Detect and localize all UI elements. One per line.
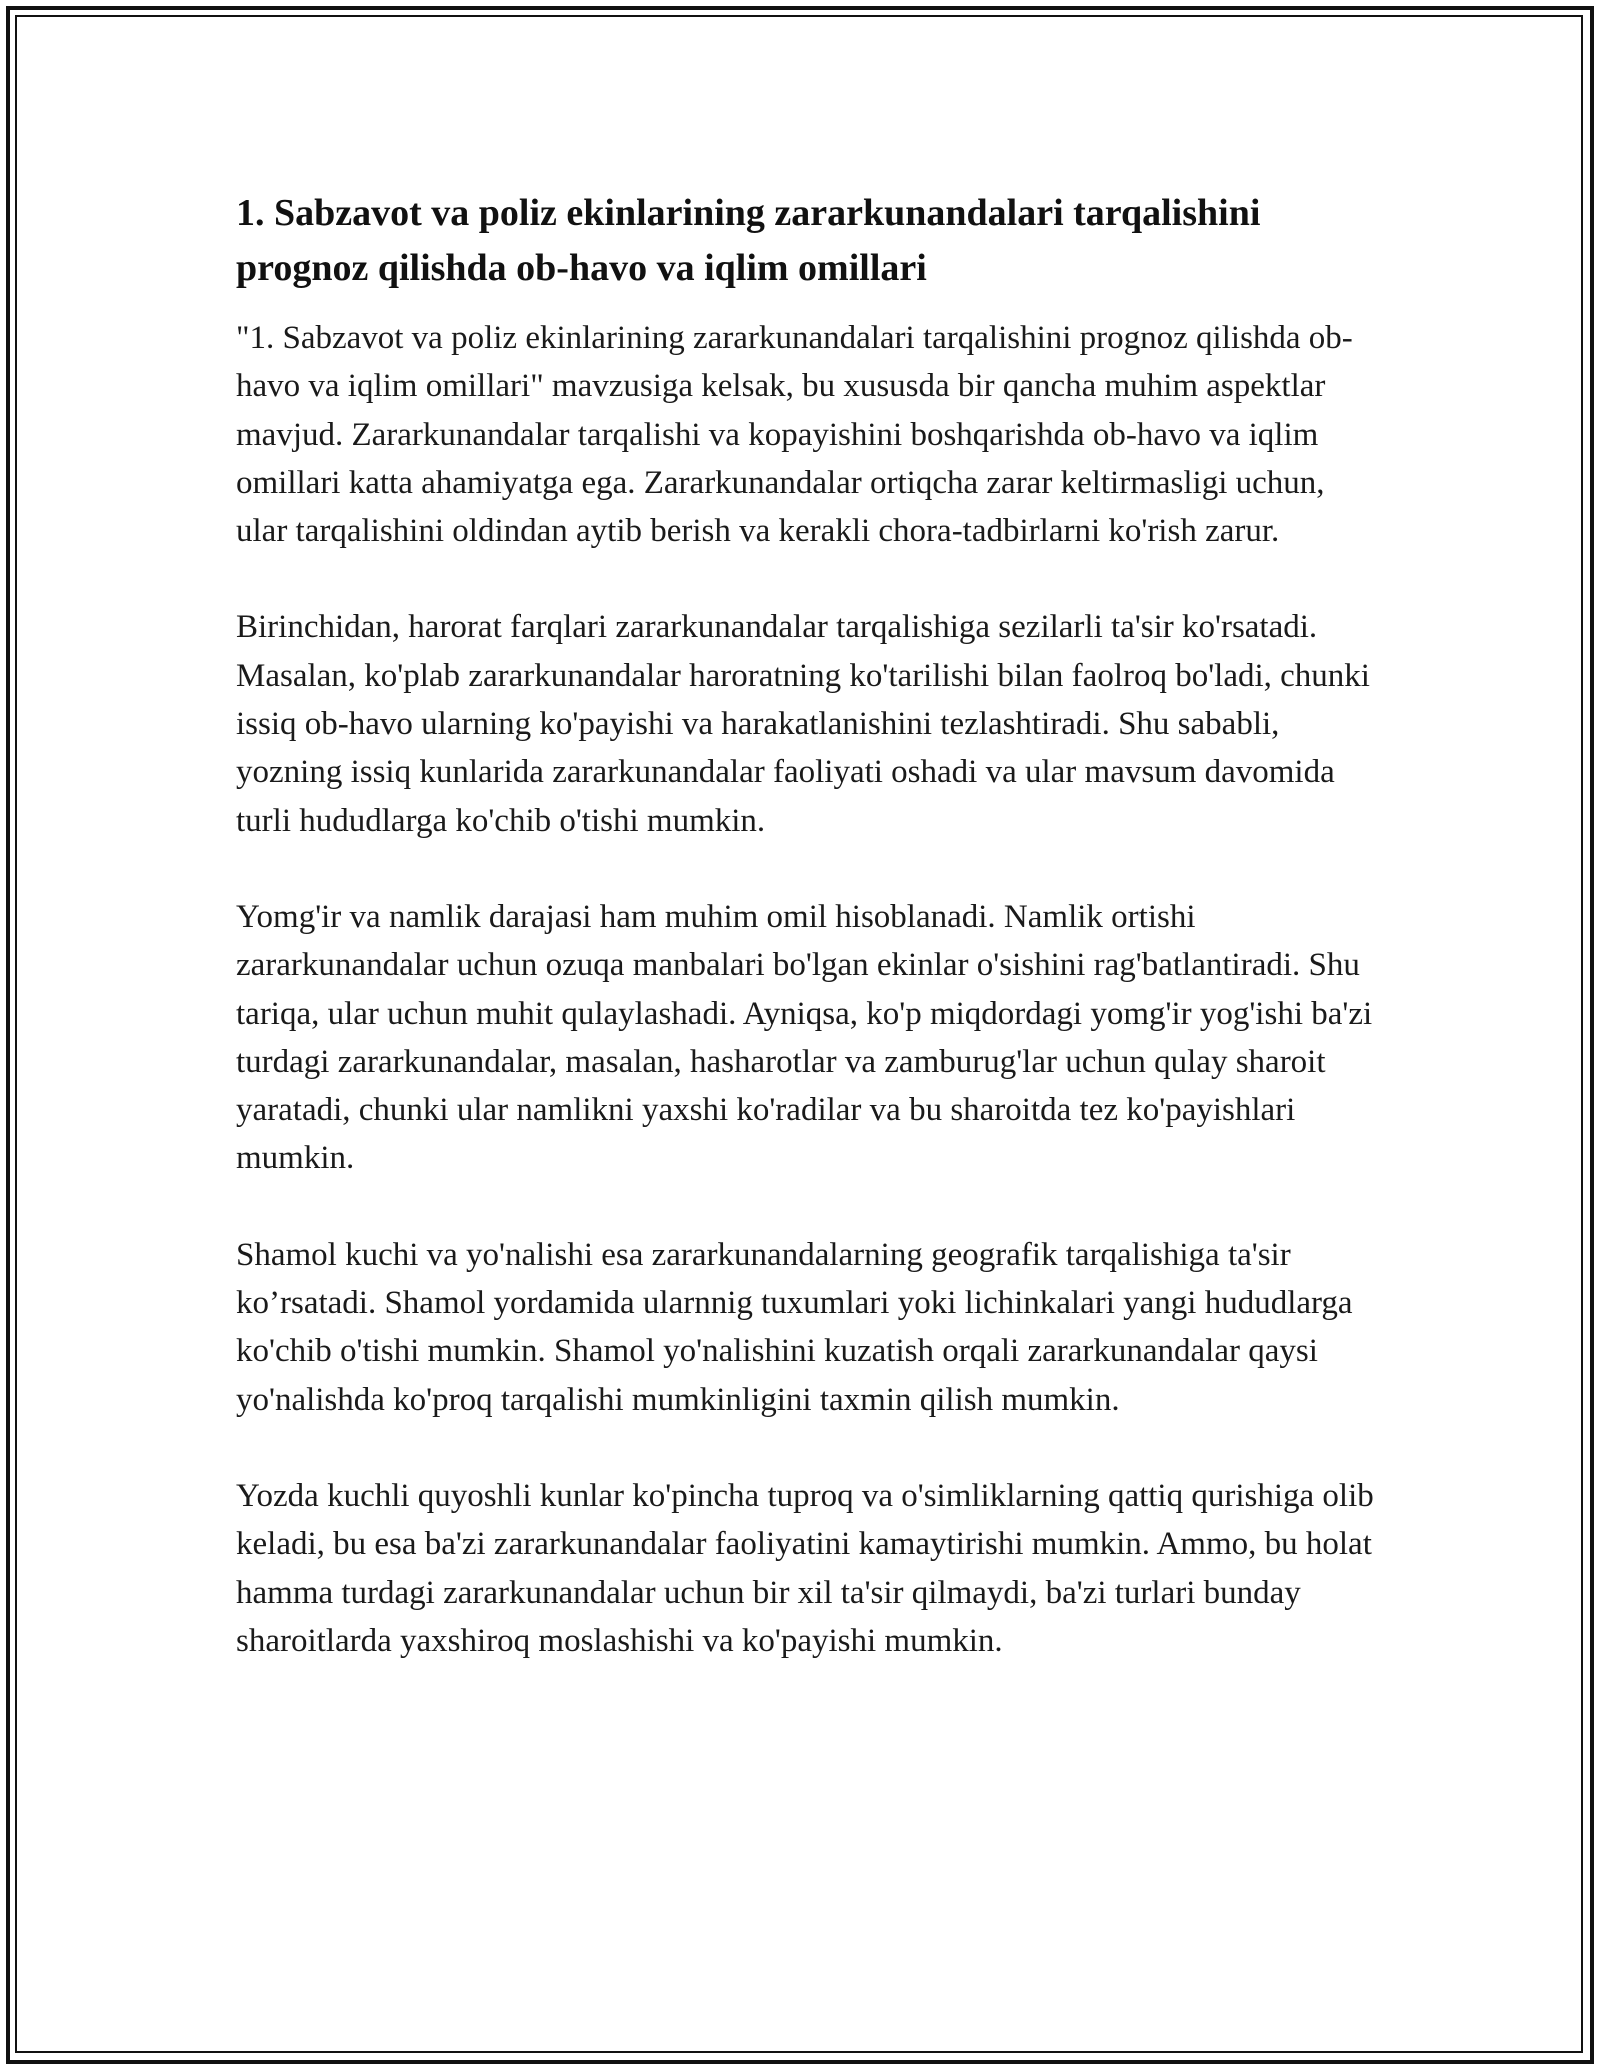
paragraph-temperature: Birinchidan, harorat farqlari zararkunandalar tarqalishiga sezilarli ta'sir ko'rsatadi. Masalan, ko'plab zararkunandalar haroratning ko'tarilishi bilan faolroq bo'ladi, chunki issiq ob-havo ularning ko'payishi va harakatlanishini tezlashtiradi. Shu sababli, yozning issiq kunlarida zararkunandalar faoliyati oshadi va ular mavsum davomida turli hududlarga ko'chib o'tishi mumkin. — [236, 609, 1370, 839]
document-body — [236, 186, 1376, 1713]
paragraph-wind: Shamol kuchi va yo'nalishi esa zararkunandalarning geografik tarqalishiga ta'sir ko’rsatadi. Shamol yordamida ularnnig tuxumlari yoki lichinkalari yangi hududlarga ko'chib o'tishi mumkin. Shamol yo'nalishini kuzatish orqali zararkunandalar qaysi yo'nalishda ko'proq tarqalishi mumkinligini taxmin qilish mumkin. — [236, 1236, 1353, 1418]
paragraph-humidity: Yomg'ir va namlik darajasi ham muhim omil hisoblanadi. Namlik ortishi zararkunandalar uchun ozuqa manbalari bo'lgan ekinlar o'sishini rag'batlantiradi. Shu tariqa, ular uchun muhit qulaylashadi. Ayniqsa, ko'p miqdordagi yomg'ir yog'ishi ba'zi turdagi zararkunandalar, masalan, hasharotlar va zamburug'lar uchun qulay sharoit yaratadi, chunki ular namlikni yaxshi ko'radilar va bu sharoitda tez ko'payishlari mumkin. — [236, 898, 1373, 1177]
paragraph-sunshine: Yozda kuchli quyoshli kunlar ko'pincha tuproq va o'simliklarning qattiq qurishiga olib keladi, bu esa ba'zi zararkunandalar faoliyatini kamaytirishi mumkin. Ammo, bu holat hamma turdagi zararkunandalar uchun bir xil ta'sir qilmaydi, ba'zi turlari bunday sharoitlarda yaxshiroq moslashishi va ko'payishi mumkin. — [236, 1477, 1374, 1659]
document-title: 1. Sabzavot va poliz ekinlarining zararkunandalari tarqalishini prognoz qilishda ob-havo va iqlim omillari — [236, 192, 1261, 289]
paragraph-intro: "1. Sabzavot va poliz ekinlarining zararkunandalari tarqalishini prognoz qilishda ob-havo va iqlim omillari" mavzusiga kelsak, bu xususda bir qancha muhim aspektlar mavjud. Zararkunandalar tarqalishi va kopayishini boshqarishda ob-havo va iqlim omillari katta ahamiyatga ega. Zararkunandalar ortiqcha zarar keltirmasligi uchun, ular tarqalishini oldindan aytib berish va kerakli chora-tadbirlarni ko'rish zarur. — [236, 320, 1353, 550]
